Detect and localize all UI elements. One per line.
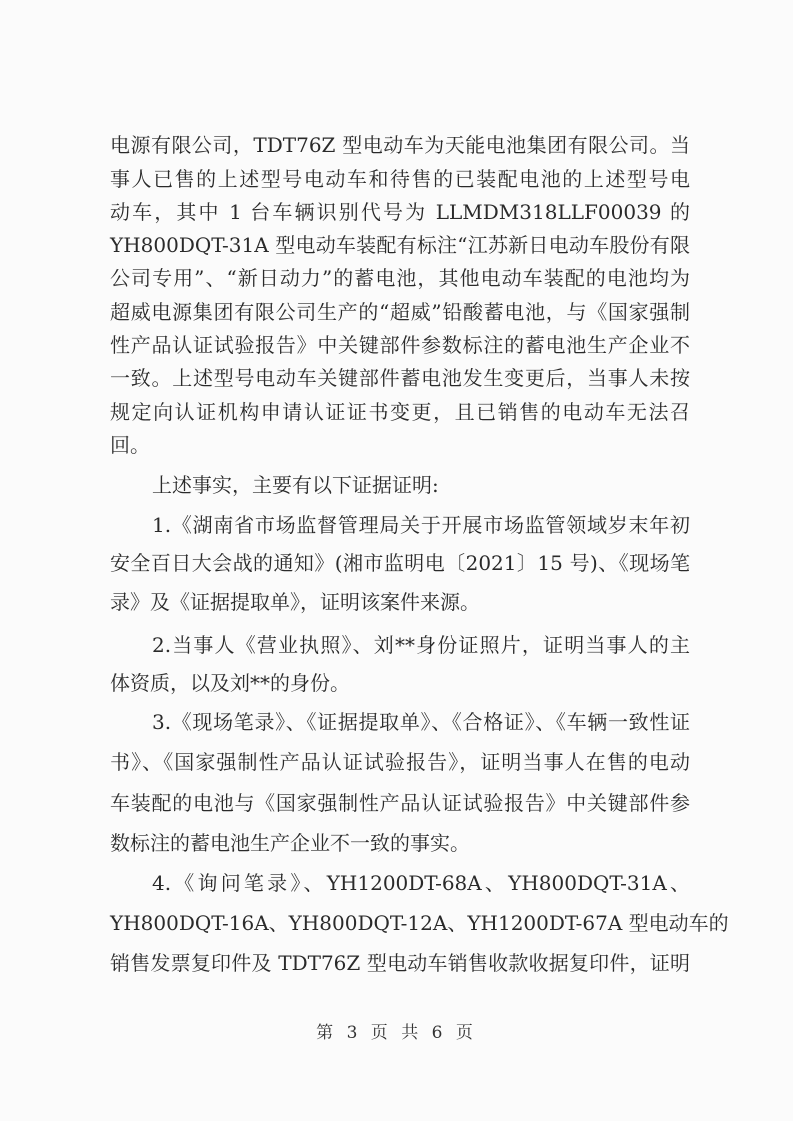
text-line: 2.当事人《营业执照》、刘**身份证照片，证明当事人的主 (152, 633, 690, 657)
text-line: 动车，其中 1 台车辆识别代号为 LLMDM318LLF00039 的 (110, 200, 690, 224)
text-line: 规定向认证机构申请认证证书变更，且已销售的电动车无法召 (110, 400, 690, 424)
text-line: YH800DQT-31A 型电动车装配有标注“江苏新日电动车股份有限 (110, 233, 690, 257)
text-line: 1.《湖南省市场监督管理局关于开展市场监管领域岁末年初 (152, 513, 690, 537)
text-line: 安全百日大会战的通知》(湘市监明电〔2021〕15 号)、《现场笔 (110, 551, 690, 575)
text-line: 公司专用”、“新日动力”的蓄电池，其他电动车装配的电池均为 (110, 266, 690, 290)
text-line: 销售发票复印件及 TDT76Z 型电动车销售收款收据复印件，证明 (110, 951, 690, 975)
text-line: 4.《询问笔录》、YH1200DT-68A、YH800DQT-31A、 (152, 871, 690, 895)
text-line: 超威电源集团有限公司生产的“超威”铅酸蓄电池，与《国家强制 (110, 300, 690, 324)
text-line: 数标注的蓄电池生产企业不一致的事实。 (110, 831, 470, 855)
page-number: 第 3 页 共 6 页 (316, 1023, 477, 1043)
text-line: YH800DQT-16A、YH800DQT-12A、YH1200DT-67A 型电动车的 (110, 911, 729, 935)
text-line: 体资质，以及刘**的身份。 (110, 671, 350, 695)
text-line: 上述事实，主要有以下证据证明: (152, 473, 439, 497)
text-line: 车装配的电池与《国家强制性产品认证试验报告》中关键部件参 (110, 791, 690, 815)
text-line: 一致。上述型号电动车关键部件蓄电池发生变更后，当事人未按 (110, 366, 690, 390)
text-line: 电源有限公司，TDT76Z 型电动车为天能电池集团有限公司。当 (110, 133, 690, 157)
text-line: 性产品认证试验报告》中关键部件参数标注的蓄电池生产企业不 (110, 333, 690, 357)
text-line: 录》及《证据提取单》，证明该案件来源。 (110, 590, 480, 614)
text-line: 书》、《国家强制性产品认证试验报告》，证明当事人在售的电动 (110, 750, 690, 774)
text-line: 3.《现场笔录》、《证据提取单》、《合格证》、《车辆一致性证 (152, 710, 690, 734)
text-line: 事人已售的上述型号电动车和待售的已装配电池的上述型号电 (110, 167, 690, 191)
text-line: 回。 (110, 433, 150, 457)
